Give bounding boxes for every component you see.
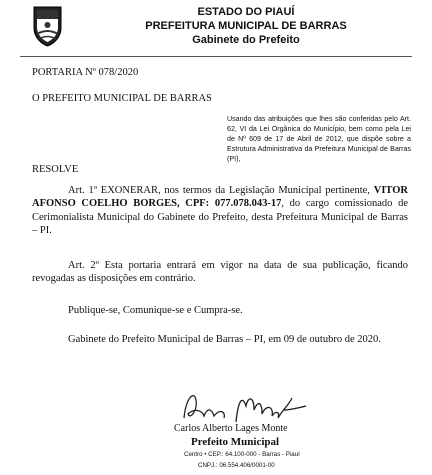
- article-2: [32, 259, 408, 286]
- publish-line: Publique-se, Comunique-se e Cumpra-se.: [68, 305, 243, 316]
- place-date-line: Gabinete do Prefeito Municipal de Barras – PI, em 09 de outubro de 2020.: [68, 334, 381, 345]
- municipality-name: PREFEITURA MUNICIPAL DE BARRAS: [145, 20, 347, 32]
- handwritten-signature: [176, 388, 316, 428]
- letterhead: [60, 5, 432, 47]
- address-line: Centro • CEP.: 64.100-000 - Barras - Piauí: [184, 451, 300, 458]
- resolve-heading: RESOLVE: [32, 164, 79, 175]
- article-2-text: Art. 2º Esta portaria entrará em vigor na data de sua publicação, ficando revogadas as disposições em contrário.: [32, 260, 408, 285]
- office-name: Gabinete do Prefeito: [192, 34, 300, 46]
- article-1: [32, 184, 408, 238]
- state-name: ESTADO DO PIAUÍ: [197, 6, 295, 18]
- cnpj-line: CNPJ.: 06.554.406/0001-00: [198, 462, 275, 469]
- portaria-number: PORTARIA Nº 078/2020: [32, 67, 139, 78]
- article-1-name-cpf: VITOR AFONSO COELHO BORGES, CPF: 077.078.043-17: [32, 185, 408, 210]
- article-1-rest: , do cargo comissionado de Cerimonialista Municipal do Gabinete do Prefeito, desta Prefeitura Municipal de Barras – PI.: [32, 198, 408, 237]
- article-1-lead: Art. 1º EXONERAR, nos termos da Legislação Municipal pertinente,: [68, 185, 374, 196]
- considering-clause: Usando das atribuições que lhes são conferidas pelo Art. 62, VI da Lei Orgânica do Município, bem como pela Lei de Nº 609 de 17 de Abril de 2012, que dispõe sobre a Estrutura Administrativa da Prefeitura Municipal de Barras (PI),: [227, 115, 411, 163]
- issuer-line: O PREFEITO MUNICIPAL DE BARRAS: [32, 93, 212, 104]
- header-divider: [20, 56, 412, 57]
- signer-name: Carlos Alberto Lages Monte: [174, 423, 288, 434]
- signer-title: Prefeito Municipal: [191, 436, 280, 448]
